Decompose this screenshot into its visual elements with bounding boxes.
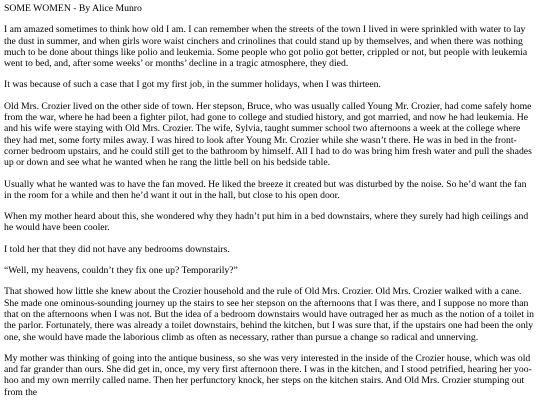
document-page [4,3,536,408]
paragraph-8: That showed how little she knew about the Crozier household and the rule of Old Mrs. Crozier. Old Mrs. Crozier walked with a cane. She made one ominous-sounding journey up the stairs to see her stepson on the afternoons that I was there, and I suppose no more than that on the afternoons when I was not. But the idea of a bedroom downstairs would have outraged her as much as the notion of a toilet in the parlor. Fortunately, there was already a toilet downstairs, behind the kitchen, but I was sure that, if the upstairs one had been the only one, she would have made the laborious climb as often as necessary, rather than pursue a change so radical and unnerving. [4,286,534,343]
paragraph-7: “Well, my heavens, couldn’t they fix one up? Temporarily?” [4,265,238,277]
paragraph-4: Usually what he wanted was to have the fan moved. He liked the breeze it created but was disturbed by the noise. So he’d want the fan in the room for a while and then he’d want it out in the hall, but close to his open door. [4,178,527,201]
paragraph-6: I told her that they did not have any bedrooms downstairs. [4,243,230,255]
paragraph-9: My mother was thinking of going into the antique business, so she was very interested in the inside of the Crozier house, which was old and far grander than ours. She did get in, once, my very first afternoon there. I was in the kitchen, and I stood petrified, hearing her yoo-hoo and my own merrily called name. Then her perfunctory knock, her steps on the kitchen stairs. And Old Mrs. Crozier stumping out from the [4,352,532,398]
paragraph-3: Old Mrs. Crozier lived on the other side of town. Her stepson, Bruce, who was usually called Young Mr. Crozier, had come safely home from the war, where he had been a fighter pilot, had gone to college and studied history, and got married, and now he had leukemia. He and his wife were staying with Old Mrs. Crozier. The wife, Sylvia, taught summer school two afternoons a week at the college where they had met, some forty miles away. I was hired to look after Young Mr. Crozier while she wasn’t there. He was in bed in the front-corner bedroom upstairs, and he could still get to the bathroom by himself. All I had to do was bring him fresh water and pull the shades up or down and see what he wanted when he rang the little bell on his bedside table. [4,100,532,169]
paragraph-2: It was because of such a case that I got my first job, in the summer holidays, when I was thirteen. [4,79,381,91]
paragraph-1: I am amazed sometimes to think how old I am. I can remember when the streets of the town I lived in were sprinkled with water to lay the dust in summer, and when girls wore waist cinchers and crinolines that could stand up by themselves, and when there was nothing much to be done about things like polio and leukemia. Some people who got polio got better, crippled or not, but people with leukemia went to bed, and, after some weeks’ or months’ decline in a tragic atmosphere, they died. [4,24,528,70]
paragraph-5: When my mother heard about this, she wondered why they hadn’t put him in a bed downstairs, where they surely had high ceilings and he would have been cooler. [4,211,529,234]
document-title: SOME WOMEN - By Alice Munro [4,3,142,14]
